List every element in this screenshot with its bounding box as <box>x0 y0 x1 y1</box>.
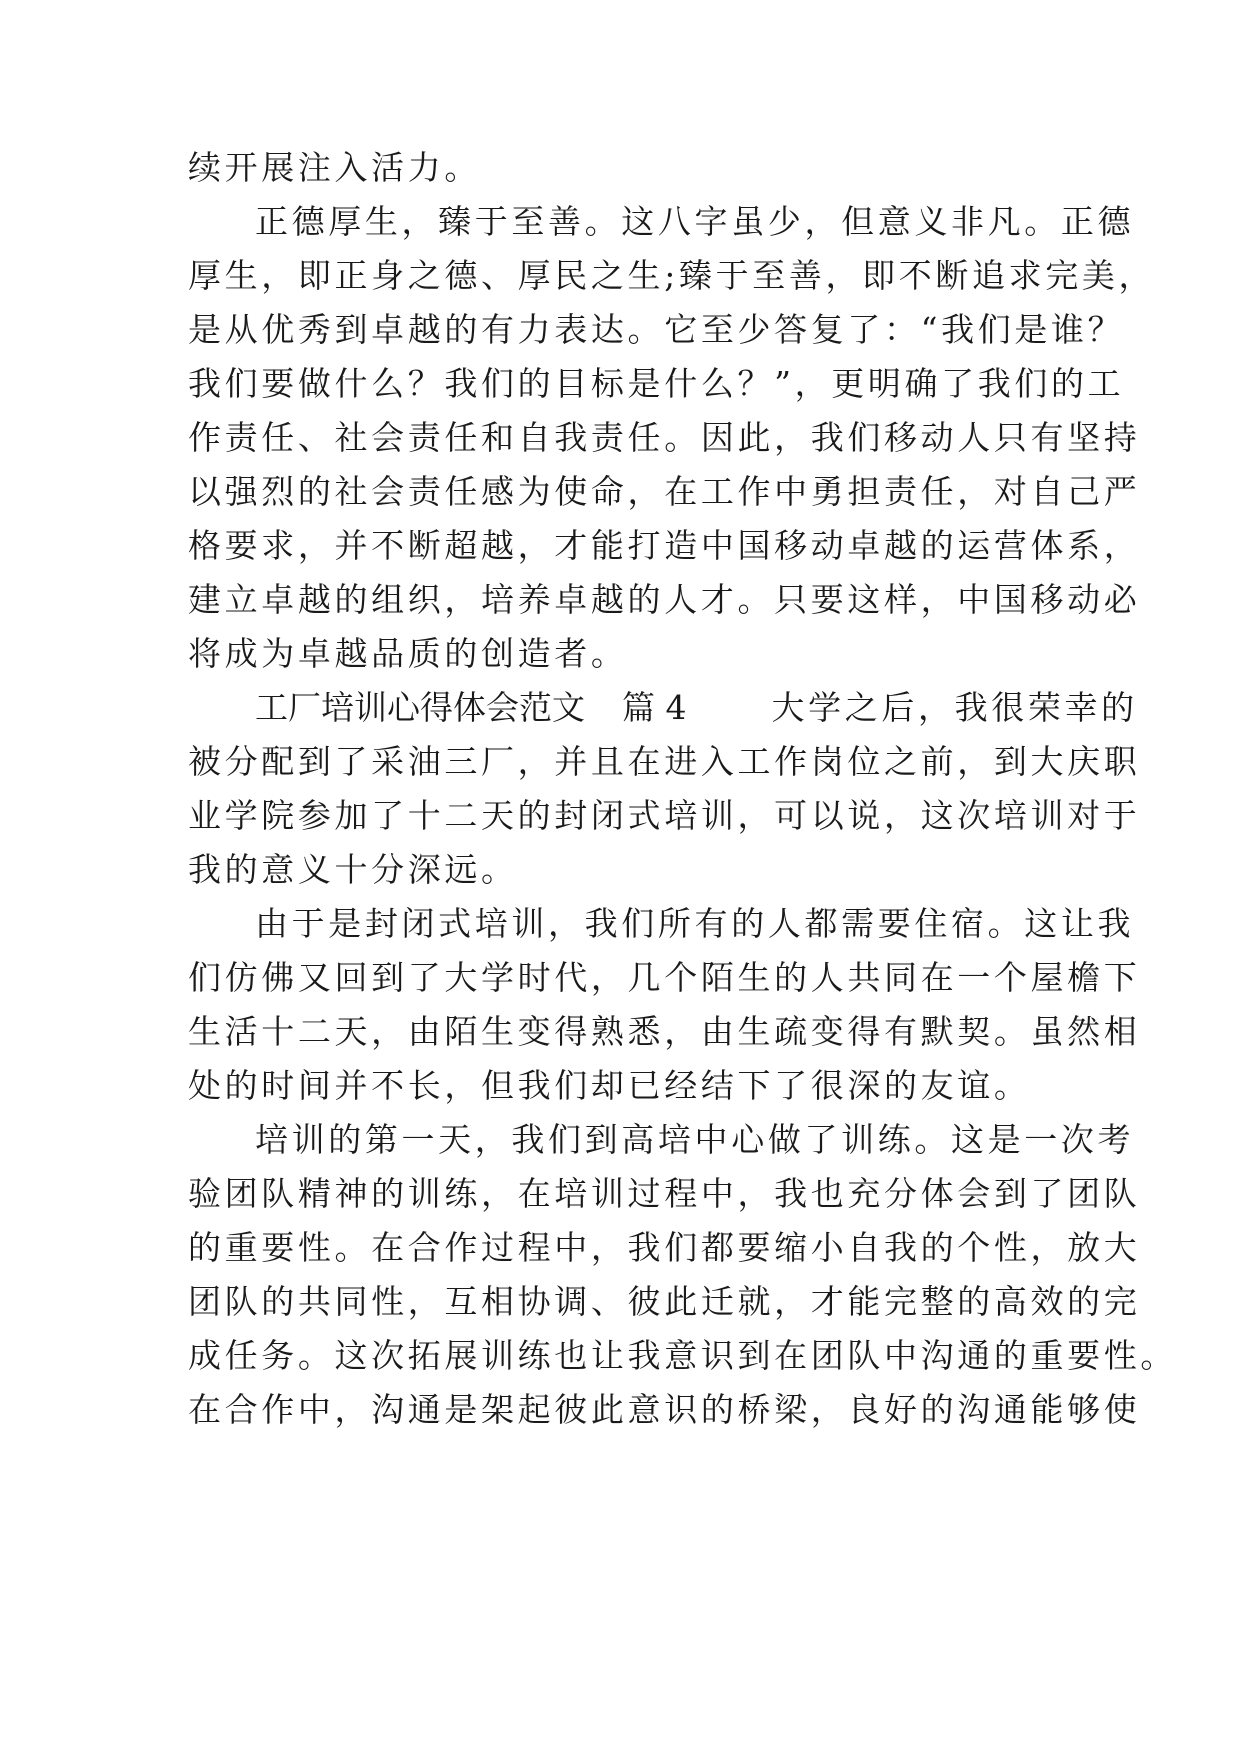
paragraph-line: 续开展注入活力。 <box>188 148 482 187</box>
heading-part: 篇 4 <box>622 688 687 727</box>
heading-title: 工厂培训心得体会范文 <box>255 688 585 727</box>
section-heading <box>255 683 1138 733</box>
paragraph-line: 们仿佛又回到了大学时代，几个陌生的人共同在一个屋檐下 <box>188 958 1141 997</box>
paragraph-line: 由于是封闭式培训，我们所有的人都需要住宿。这让我 <box>255 904 1135 943</box>
paragraph-line: 建立卓越的组织，培养卓越的人才。只要这样，中国移动必 <box>188 580 1141 619</box>
paragraph-line: 验团队精神的训练，在培训过程中，我也充分体会到了团队 <box>188 1174 1141 1213</box>
heading-text: 大学之后，我很荣幸的 <box>771 688 1138 727</box>
paragraph-line: 团队的共同性，互相协调、彼此迁就，才能完整的高效的完 <box>188 1282 1141 1321</box>
paragraph-line: 处的时间并不长，但我们却已经结下了很深的友谊。 <box>188 1066 1031 1105</box>
paragraph-line: 以强烈的社会责任感为使命，在工作中勇担责任，对自己严 <box>188 472 1141 511</box>
paragraph-line: 正德厚生，臻于至善。这八字虽少，但意义非凡。正德 <box>255 202 1135 241</box>
paragraph-line: 作责任、社会责任和自我责任。因此，我们移动人只有坚持 <box>188 418 1141 457</box>
paragraph-line: 将成为卓越品质的创造者。 <box>188 634 628 673</box>
paragraph-line: 厚生，即正身之德、厚民之生;臻于至善，即不断追求完美， <box>188 256 1156 295</box>
paragraph-line: 生活十二天，由陌生变得熟悉，由生疏变得有默契。虽然相 <box>188 1012 1141 1051</box>
paragraph-line: 被分配到了采油三厂，并且在进入工作岗位之前，到大庆职 <box>188 742 1141 781</box>
paragraph-line: 我们要做什么？我们的目标是什么？”，更明确了我们的工 <box>188 364 1125 403</box>
paragraph-line: 是从优秀到卓越的有力表达。它至少答复了：“我们是谁？ <box>188 310 1125 349</box>
paragraph-line: 我的意义十分深远。 <box>188 850 518 889</box>
paragraph-line: 的重要性。在合作过程中，我们都要缩小自我的个性，放大 <box>188 1228 1141 1267</box>
paragraph-line: 成任务。这次拓展训练也让我意识到在团队中沟通的重要性。 <box>188 1336 1178 1375</box>
paragraph-line: 业学院参加了十二天的封闭式培训，可以说，这次培训对于 <box>188 796 1141 835</box>
paragraph-line: 在合作中，沟通是架起彼此意识的桥梁，良好的沟通能够使 <box>188 1390 1141 1429</box>
paragraph-line: 格要求，并不断超越，才能打造中国移动卓越的运营体系， <box>188 526 1141 565</box>
paragraph-line: 培训的第一天，我们到高培中心做了训练。这是一次考 <box>255 1120 1135 1159</box>
